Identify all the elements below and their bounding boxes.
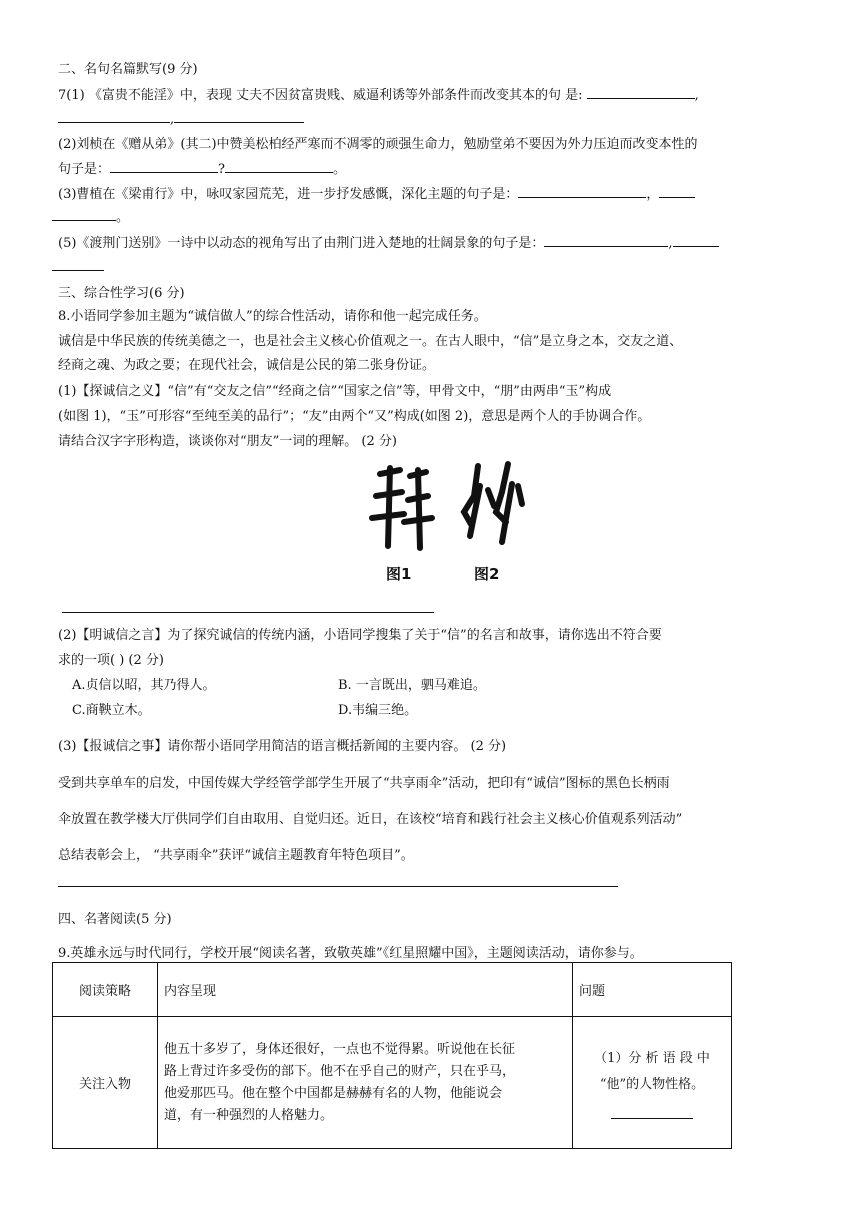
question-7-2-lead: 句子是：	[58, 162, 111, 177]
section2-heading: 二、名句名篇默写(9 分)	[58, 62, 198, 77]
question-8-paragraph-line2: 经商之魂、为政之要；在现代社会，诚信是公民的第二张身份证。	[58, 358, 436, 373]
question-7-2: (2)刘桢在《赠从弟》(其二)中赞美松柏经严寒而不凋零的顽强生命力，勉励堂弟不要因为外力压迫而改变本性的	[58, 137, 698, 152]
question-7-2-line2	[58, 158, 346, 177]
question-7-3-separator: ，	[646, 187, 660, 202]
oracle-bone-figure	[360, 456, 530, 556]
question-7-3-line2	[52, 206, 129, 225]
news-line1: 受到共享单车的启发，中国传媒大学经管学部学生开展了“共享雨伞”活动，把印有“诚信”图标的黑色长柄雨	[58, 776, 670, 791]
figure-2-caption: 图2	[474, 565, 500, 583]
answer-blank[interactable]	[174, 108, 304, 123]
question-7-1-line2	[58, 108, 304, 127]
section4-heading: 四、名著阅读(5 分)	[58, 912, 172, 927]
table-row	[53, 1017, 732, 1149]
question-7-3	[58, 183, 695, 202]
question-8-1-line2: (如图 1)，“玉”可形容“至纯至美的品行”；“友”由两个“又”构成(如图 2)，意思是两个人的手协调合作。	[58, 409, 651, 424]
question-line1: （1）分 析 语 段 中	[594, 1051, 710, 1066]
option-d[interactable]: D.韦编三绝。	[338, 703, 418, 718]
table-header-row	[53, 963, 732, 1017]
strategy-cell: 关注入物	[53, 1017, 158, 1149]
answer-blank[interactable]	[659, 183, 695, 198]
question-7-3-end: 。	[116, 210, 130, 225]
question-8-3-title: (3)【报诚信之事】请你帮小语同学用简洁的语言概括新闻的主要内容。 (2 分)	[58, 739, 507, 754]
answer-line[interactable]	[611, 1110, 693, 1119]
content-line: 他爱那匹马。他在整个中国都是赫赫有名的人物，他能说会	[164, 1085, 503, 1101]
question-7-5	[58, 232, 719, 251]
answer-blank[interactable]	[58, 108, 170, 123]
question-7-5-separator: ,	[668, 236, 673, 251]
answer-blank[interactable]	[544, 232, 668, 247]
answer-line[interactable]	[58, 886, 618, 887]
reading-table	[52, 962, 732, 1149]
question-line2: “他”的人物性格。	[599, 1077, 705, 1092]
section3-heading: 三、综合性学习(6 分)	[58, 286, 185, 301]
answer-line[interactable]	[62, 612, 434, 613]
question-8-2-line1: (2)【明诚信之言】为了探究诚信的传统内涵，小语同学搜集了关于“信”的名言和故事，请你选出不符合要	[58, 628, 662, 643]
option-a[interactable]: A.贞信以昭，其乃得人。	[72, 678, 216, 693]
question-7-3-text: (3)曹植在《梁甫行》中，咏叹家园荒芜，进一步抒发感慨，深化主题的句子是：	[58, 187, 519, 202]
peng-glyph-image	[372, 468, 432, 548]
header-question: 问题	[573, 963, 732, 1017]
question-cell	[573, 1017, 732, 1149]
answer-blank[interactable]	[225, 158, 333, 173]
news-line2: 伞放置在教学楼大厅供同学们自由取用、自觉归还。近日，在该校“培育和践行社会主义核心价值观系列活动”	[58, 812, 683, 827]
answer-blank[interactable]	[587, 84, 695, 99]
answer-blank[interactable]	[518, 183, 646, 198]
question-8-intro: 8.小语同学参加主题为“诚信做人”的综合性活动，请你和他一起完成任务。	[58, 309, 487, 324]
answer-blank[interactable]	[110, 158, 218, 173]
question-8-paragraph-line1: 诚信是中华民族的传统美德之一，也是社会主义核心价值观之一。在古人眼中，“信”是立身之本，交友之道、	[58, 334, 683, 349]
news-line3: 总结表彰会上， “共享雨伞”获评“诚信主题教育年特色项目”。	[58, 848, 414, 863]
answer-blank[interactable]	[52, 206, 116, 221]
content-line: 路上背过许多受伤的部下。他不在乎自己的财产，只在乎马，	[164, 1063, 516, 1079]
header-content: 内容呈现	[158, 963, 573, 1017]
question-7-2-end: 。	[333, 162, 347, 177]
header-strategy: 阅读策略	[53, 963, 158, 1017]
option-b[interactable]: B. 一言既出，驷马难追。	[338, 678, 486, 693]
question-7-1-separator-2: ,	[170, 112, 175, 127]
content-line: 他五十多岁了，身体还很好，一点也不觉得累。听说他在长征	[164, 1041, 516, 1057]
figure-1-caption: 图1	[386, 565, 412, 583]
question-8-1-line3: 请结合汉字字形构造，谈谈你对“朋友”一词的理解。 (2 分)	[58, 434, 397, 449]
question-9-intro: 9.英雄永远与时代同行，学校开展“阅读名著，致敬英雄”《红星照耀中国》，主题阅读活动，请你参与。	[58, 946, 643, 961]
question-7-2-qmark: ?	[218, 162, 225, 177]
content-cell	[158, 1017, 573, 1149]
you-glyph-image	[464, 464, 522, 542]
question-7-1-separator: ,	[694, 88, 699, 103]
answer-blank[interactable]	[673, 232, 719, 247]
question-7-5-text: (5)《渡荆门送别》一诗中以动态的视角写出了由荆门进入楚地的壮阔景象的句子是：	[58, 236, 545, 251]
answer-line[interactable]	[52, 270, 104, 271]
question-8-1-line1: (1)【探诚信之义】“信”有“交友之信”“经商之信”“国家之信”等，甲骨文中，“朋”由两串“玉”构成	[58, 384, 612, 399]
question-7-1-text: 7(1) 《富贵不能淫》中，表现 丈夫不因贫富贵贱、威逼利诱等外部条件而改变其本的句 是:	[58, 88, 583, 103]
content-line: 道，有一种强烈的人格魅力。	[164, 1107, 334, 1123]
question-8-2-line2: 求的一项( ) (2 分)	[58, 653, 164, 668]
option-c[interactable]: C.商鞅立木。	[72, 703, 151, 718]
question-7-1	[58, 84, 699, 103]
